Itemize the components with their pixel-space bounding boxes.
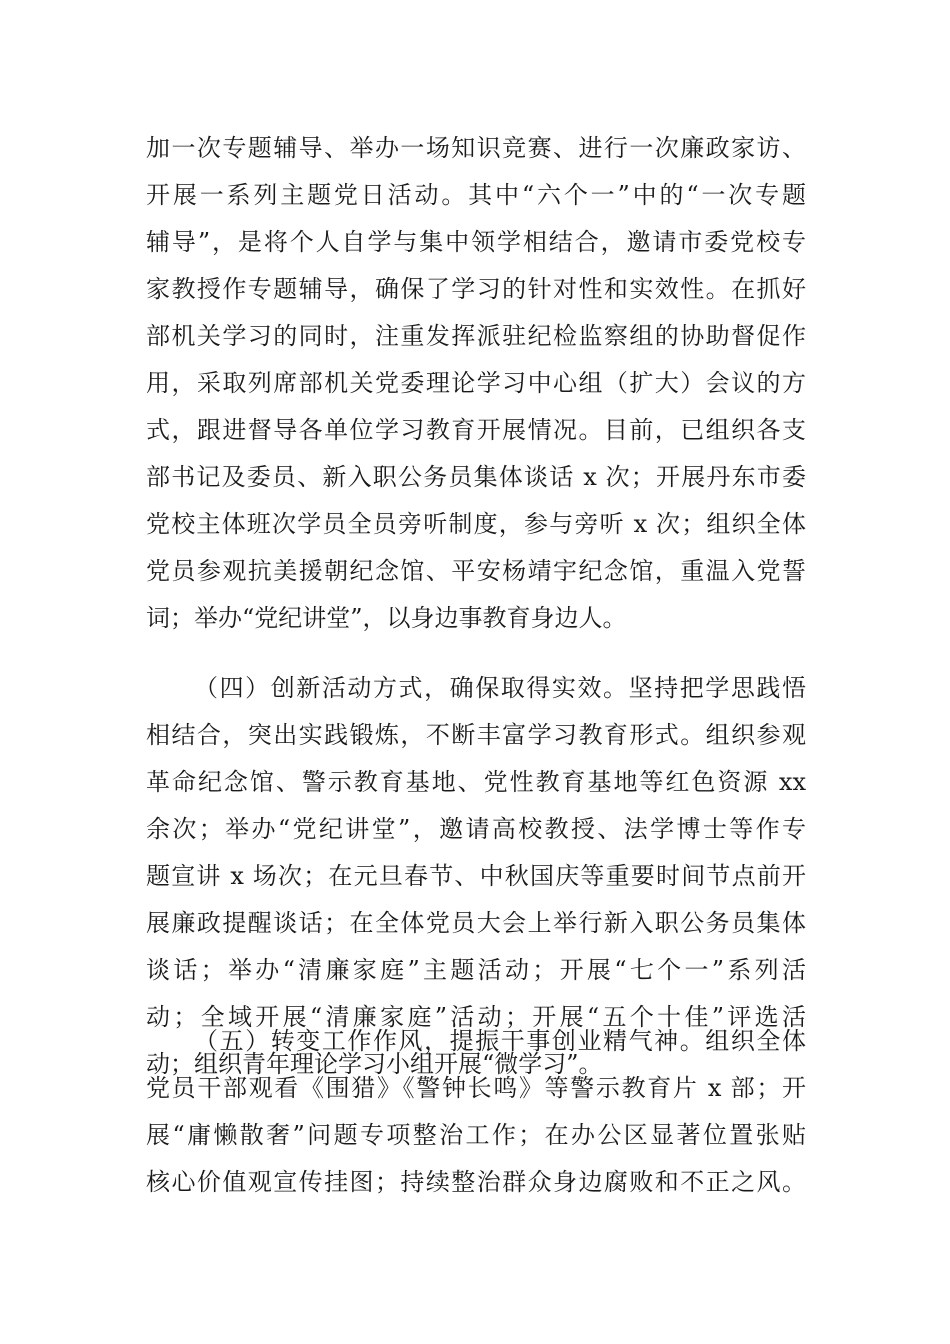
text-line: 动；组织青年理论学习小组开展“微学习”。 [146, 1050, 603, 1078]
text-line: 展廉政提醒谈话；在全体党员大会上举行新入职公务员集体 [146, 909, 806, 937]
paragraph-section-five [146, 1018, 806, 1206]
text-line: 革命纪念馆、警示教育基地、党性教育基地等红色资源 xx [146, 768, 806, 796]
text-line: 用，采取列席部机关党委理论学习中心组（扩大）会议的方 [146, 369, 806, 397]
text-line: 开展一系列主题党日活动。其中“六个一”中的“一次专题 [146, 181, 806, 209]
text-line: 展“庸懒散奢”问题专项整治工作；在办公区显著位置张贴 [146, 1121, 806, 1149]
text-line: 党员参观抗美援朝纪念馆、平安杨靖宇纪念馆，重温入党誓 [146, 557, 806, 585]
text-line: （五）转变工作作风，提振干事创业精气神。组织全体 [194, 1027, 806, 1055]
text-line: 题宣讲 x 场次；在元旦春节、中秋国庆等重要时间节点前开 [146, 862, 806, 890]
text-line: 相结合，突出实践锻炼，不断丰富学习教育形式。组织参观 [146, 721, 806, 749]
text-line: 动；全域开展“清廉家庭”活动；开展“五个十佳”评选活 [146, 1003, 806, 1031]
text-line: 家教授作专题辅导，确保了学习的针对性和实效性。在抓好 [146, 275, 806, 303]
text-line: 党员干部观看《围猎》《警钟长鸣》等警示教育片 x 部；开 [146, 1074, 806, 1102]
text-line: 词；举办“党纪讲堂”，以身边事教育身边人。 [146, 604, 627, 632]
text-line: 加一次专题辅导、举办一场知识竞赛、进行一次廉政家访、 [146, 134, 806, 162]
text-line: 核心价值观宣传挂图；持续整治群众身边腐败和不正之风。 [146, 1168, 806, 1196]
text-line: （四）创新活动方式，确保取得实效。坚持把学思践悟 [194, 674, 806, 702]
paragraph-study-activities [146, 125, 806, 642]
text-line: 谈话；举办“清廉家庭”主题活动；开展“七个一”系列活 [146, 956, 806, 984]
text-line: 党校主体班次学员全员旁听制度，参与旁听 x 次；组织全体 [146, 510, 806, 538]
text-line: 余次；举办“党纪讲堂”，邀请高校教授、法学博士等作专 [146, 815, 806, 843]
text-line: 式，跟进督导各单位学习教育开展情况。目前，已组织各支 [146, 416, 806, 444]
text-line: 部机关学习的同时，注重发挥派驻纪检监察组的协助督促作 [146, 322, 806, 350]
text-line: 辅导”，是将个人自学与集中领学相结合，邀请市委党校专 [146, 228, 806, 256]
text-line: 部书记及委员、新入职公务员集体谈话 x 次；开展丹东市委 [146, 463, 806, 491]
